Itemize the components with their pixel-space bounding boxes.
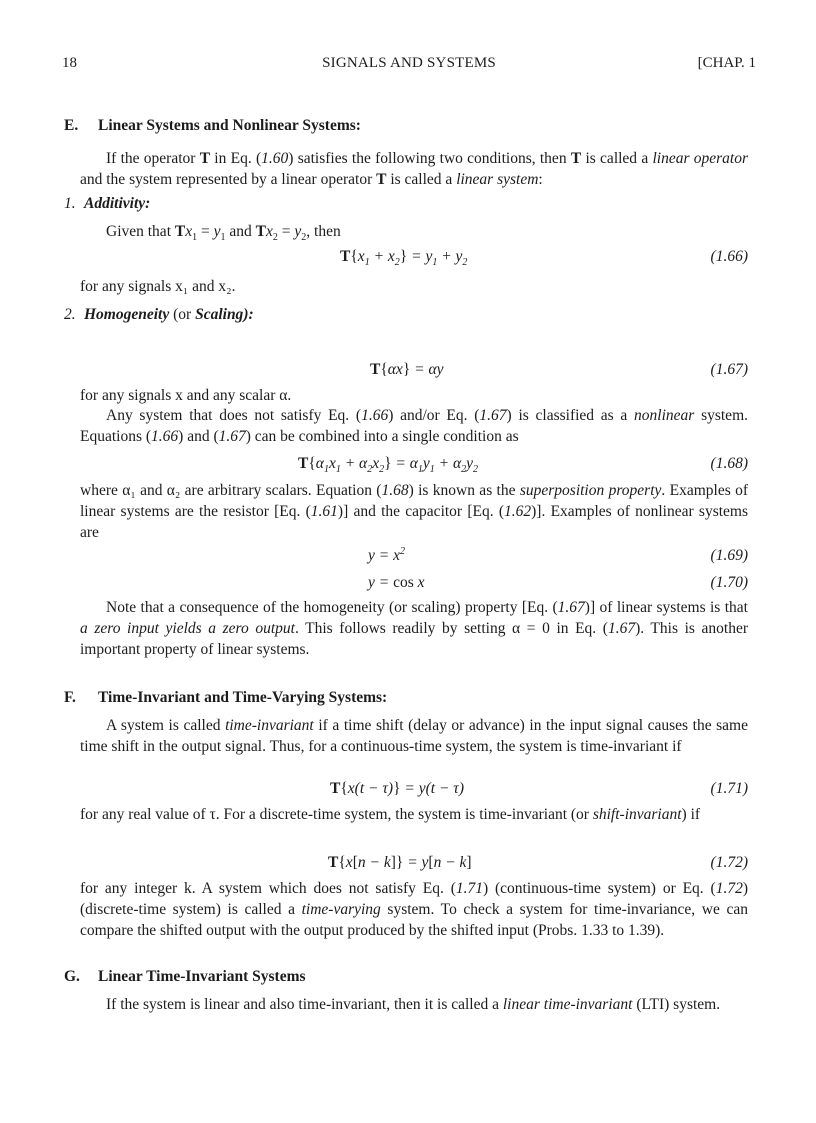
note-paragraph: Note that a consequence of the homogeneity (or scaling) property [Eq. (1.67)] of linear systems is that a zero input yields a zero output. This follows readily by setting α = 0 in Eq. (1.67). This is another important property of linear systems. bbox=[80, 599, 748, 658]
equation-number: (1.69) bbox=[710, 547, 748, 564]
equation-number: (1.72) bbox=[710, 854, 748, 871]
additivity-given: Given that $Tx_1 = y_1$ and $Tx_2 = y_2$, then bbox=[106, 223, 341, 244]
section-f-heading: F. Time-Invariant and Time-Varying Systems: bbox=[64, 689, 388, 706]
superposition-paragraph: where α₁ and α₂ are arbitrary scalars. Equation (1.68) is known as the superposition property. Examples of linear systems are the resistor [Eq. (1.61)] and the capacitor [Eq. (1.62)]. Examples of nonlinear systems are bbox=[80, 482, 748, 541]
equation-number: (1.67) bbox=[710, 361, 748, 378]
additivity-after: for any signals x₁ and x₂. bbox=[80, 278, 236, 295]
chapter-label: [CHAP. 1 bbox=[697, 55, 756, 71]
additivity-heading: 1. Additivity: bbox=[64, 195, 151, 212]
equation-1-68: $T\{\alpha_1x_1 + \alpha_2x_2\} = \alpha_1y_1 + \alpha_2y_2$ (1.68) bbox=[298, 455, 748, 476]
equation-1-71: T{x(t − τ)} = y(t − τ) (1.71) bbox=[330, 780, 748, 797]
section-f-paragraph-3: for any integer k. A system which does not satisfy Eq. (1.71) (continuous-time system) or Eq. (1.72) (discrete-time system) is called a time-varying system. To check a system for time-invariance, we can compare the shifted output with the output produced by the shifted input (Probs. 1.33 to 1.39). bbox=[80, 880, 748, 939]
section-g-paragraph: If the system is linear and also time-invariant, then it is called a linear time-invariant (LTI) system. bbox=[106, 996, 721, 1013]
homogeneity-heading: 2. Homogeneity (or Scaling): bbox=[64, 306, 254, 323]
section-f-paragraph-2: for any real value of τ. For a discrete-time system, the system is time-invariant (or shift-invariant) if bbox=[80, 806, 701, 823]
running-header bbox=[62, 53, 756, 73]
homogeneity-after: for any signals x and any scalar α. bbox=[80, 387, 292, 404]
equation-number: (1.71) bbox=[710, 780, 748, 797]
equation-1-67: T{αx} = αy (1.67) bbox=[370, 361, 748, 378]
section-e-intro: If the operator T in Eq. (1.60) satisfies the following two conditions, then T is called a linear operator and the system represented by a linear operator T is called a linear system: bbox=[80, 150, 749, 188]
equation-1-66: $T\{x_1 + x_2\} = y_1 + y_2$ (1.66) bbox=[340, 248, 748, 269]
equation-1-69: $y = x^2$ (1.69) bbox=[368, 545, 748, 564]
equation-number: (1.68) bbox=[710, 455, 748, 472]
section-e-heading: E. Linear Systems and Nonlinear Systems: bbox=[64, 117, 361, 134]
equation-number: (1.66) bbox=[710, 248, 748, 265]
equation-number: (1.70) bbox=[710, 574, 748, 591]
running-title: SIGNALS AND SYSTEMS bbox=[322, 55, 496, 71]
nonlinear-paragraph: Any system that does not satisfy Eq. (1.66) and/or Eq. (1.67) is classified as a nonlinear system. Equations (1.66) and (1.67) can be combined into a single condition as bbox=[80, 407, 748, 445]
equation-1-72: T{x[n − k]} = y[n − k] (1.72) bbox=[328, 854, 748, 871]
equation-1-70: y = cos x (1.70) bbox=[368, 574, 748, 591]
section-g-heading: G. Linear Time-Invariant Systems bbox=[64, 968, 306, 985]
section-f-paragraph-1: A system is called time-invariant if a time shift (delay or advance) in the input signal causes the same time shift in the output signal. Thus, for a continuous-time system, the system is time-invariant if bbox=[80, 717, 748, 755]
page-number: 18 bbox=[62, 55, 77, 71]
